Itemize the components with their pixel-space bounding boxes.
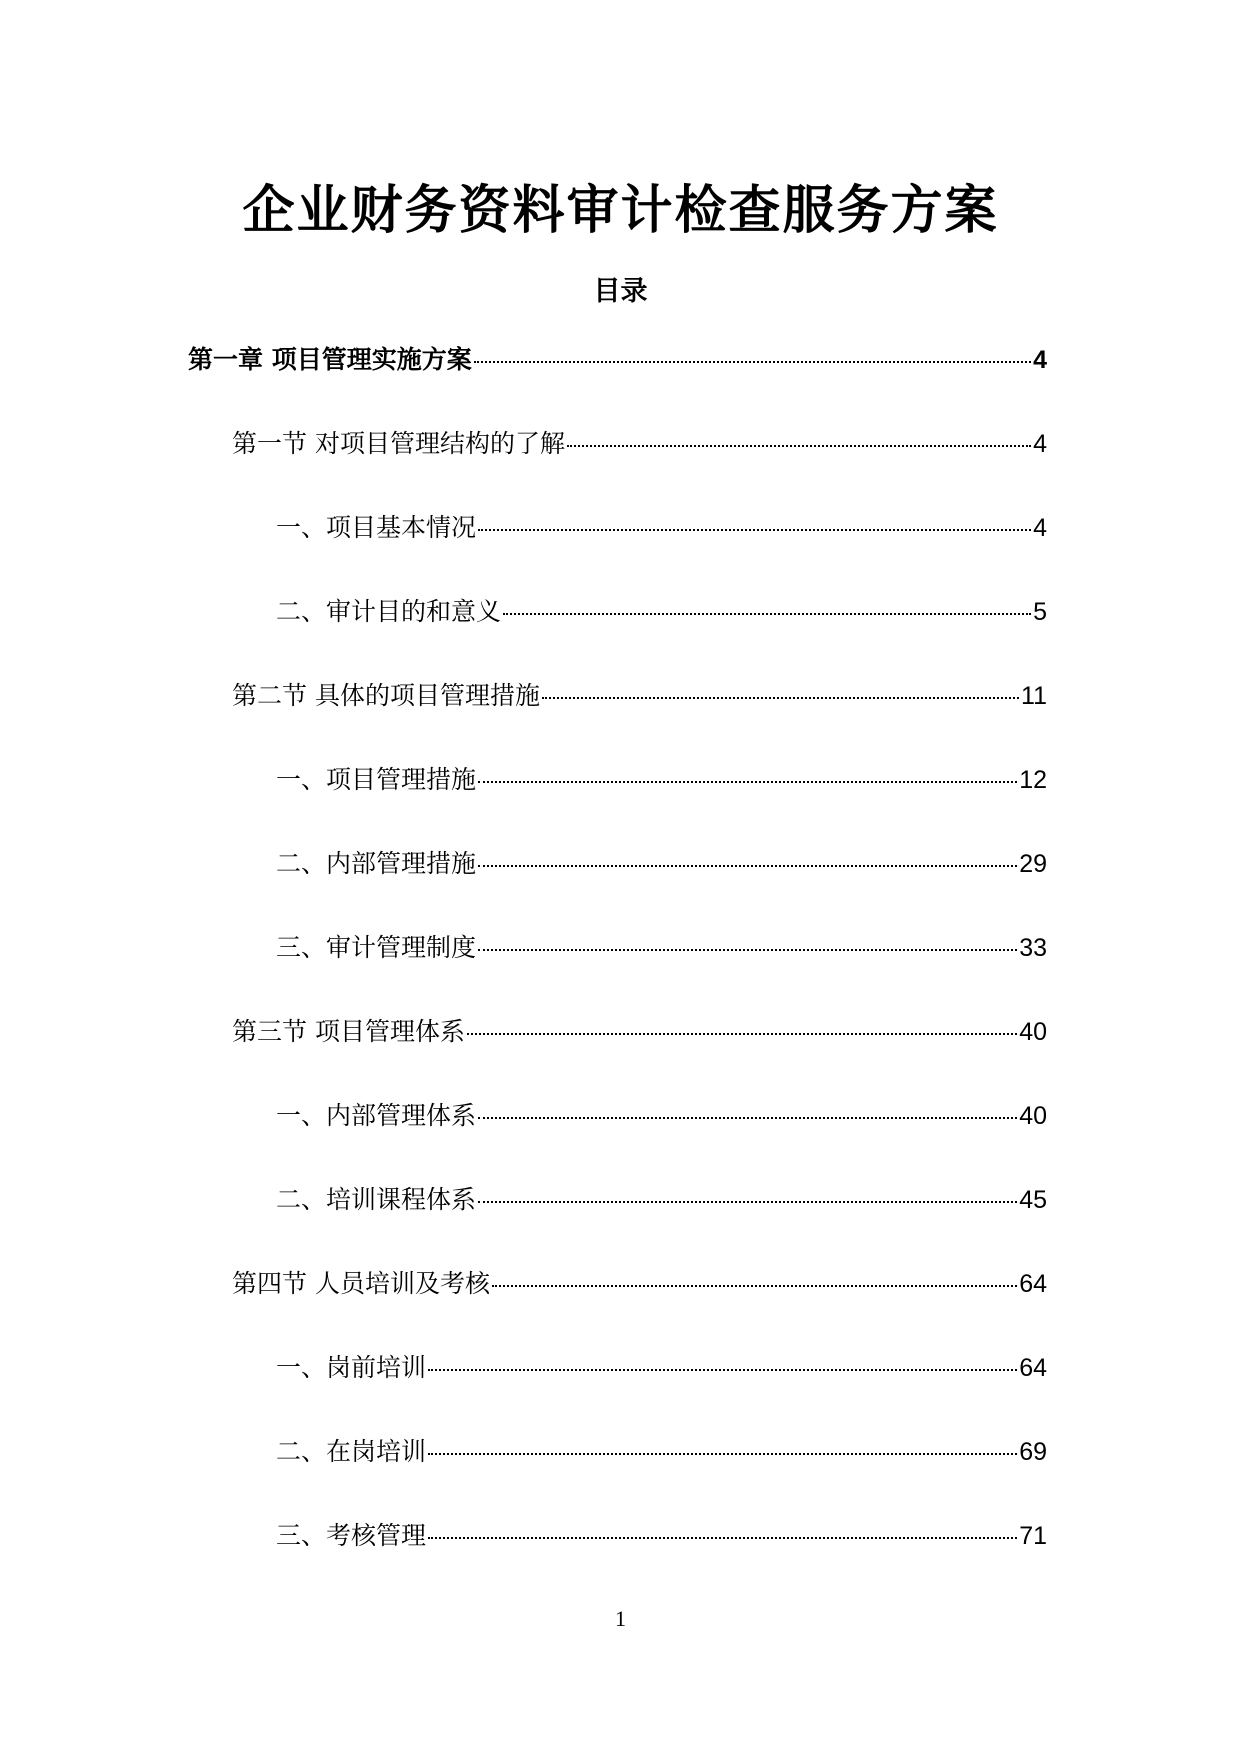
toc-entry-label: 三、审计管理制度: [276, 933, 477, 962]
toc-entry-label: 一、项目基本情况: [276, 513, 477, 542]
toc-entry[interactable]: [232, 1012, 1047, 1052]
toc-entry[interactable]: [276, 508, 1047, 548]
toc-entry-page: 4: [1033, 514, 1047, 542]
toc-entry-page: 69: [1019, 1438, 1047, 1466]
toc-heading: 目录: [593, 276, 648, 307]
toc-entry[interactable]: [276, 1432, 1047, 1472]
toc-entry-label: 一、项目管理措施: [276, 765, 477, 794]
toc-entry-page: 40: [1019, 1102, 1047, 1130]
toc-entry-page: 29: [1019, 850, 1047, 878]
toc-entry-label: 第一章 项目管理实施方案: [188, 345, 472, 374]
toc-entry[interactable]: [276, 592, 1047, 632]
toc-leader: [492, 1285, 1017, 1287]
toc-entry-page: 12: [1019, 766, 1047, 794]
toc-entry[interactable]: [232, 676, 1047, 716]
toc-entry[interactable]: [232, 424, 1047, 464]
toc-leader: [478, 865, 1017, 867]
toc-leader: [428, 1453, 1017, 1455]
toc-entry-page: 5: [1033, 598, 1047, 626]
toc-entry-label: 三、考核管理: [276, 1521, 427, 1550]
toc-entry[interactable]: [276, 844, 1047, 884]
toc-entry-page: 4: [1033, 430, 1047, 458]
toc-leader: [478, 949, 1017, 951]
toc-entry-label: 第二节 具体的项目管理措施: [232, 681, 540, 710]
toc-entry[interactable]: [276, 1096, 1047, 1136]
toc-leader: [478, 1117, 1017, 1119]
toc-entry-page: 64: [1019, 1270, 1047, 1298]
toc-entry-label: 第四节 人员培训及考核: [232, 1269, 490, 1298]
toc-entry-label: 一、岗前培训: [276, 1353, 427, 1382]
toc-entry[interactable]: [276, 760, 1047, 800]
toc-entry-page: 4: [1033, 346, 1047, 374]
document-title: 企业财务资料审计检查服务方案: [242, 181, 999, 241]
toc-leader: [567, 445, 1031, 447]
toc-entry[interactable]: [276, 1516, 1047, 1556]
toc-entry[interactable]: [188, 340, 1047, 380]
toc-leader: [467, 1033, 1017, 1035]
toc-leader: [503, 613, 1031, 615]
toc-entry-page: 11: [1021, 682, 1047, 710]
toc-entry[interactable]: [232, 1264, 1047, 1304]
toc-entry-label: 二、审计目的和意义: [276, 597, 502, 626]
toc-leader: [428, 1537, 1017, 1539]
toc-entry-label: 二、在岗培训: [276, 1437, 427, 1466]
toc-entry-page: 64: [1019, 1354, 1047, 1382]
toc-entry-label: 一、内部管理体系: [276, 1101, 477, 1130]
toc-entry-page: 33: [1019, 934, 1047, 962]
toc-entry-page: 45: [1019, 1186, 1047, 1214]
toc-entry-page: 71: [1019, 1522, 1047, 1550]
toc-leader: [428, 1369, 1017, 1371]
toc-leader: [478, 529, 1031, 531]
toc-entry-label: 二、内部管理措施: [276, 849, 477, 878]
toc-entry-page: 40: [1019, 1018, 1047, 1046]
toc-leader: [478, 1201, 1017, 1203]
toc-entry[interactable]: [276, 1348, 1047, 1388]
toc-entry[interactable]: [276, 928, 1047, 968]
toc-leader: [478, 781, 1017, 783]
toc-entry[interactable]: [276, 1180, 1047, 1220]
toc-entry-label: 第三节 项目管理体系: [232, 1017, 465, 1046]
toc-leader: [474, 361, 1031, 363]
toc-entry-label: 二、培训课程体系: [276, 1185, 477, 1214]
toc-entry-label: 第一节 对项目管理结构的了解: [232, 429, 565, 458]
page-number: 1: [615, 1606, 626, 1631]
toc-leader: [542, 697, 1019, 699]
